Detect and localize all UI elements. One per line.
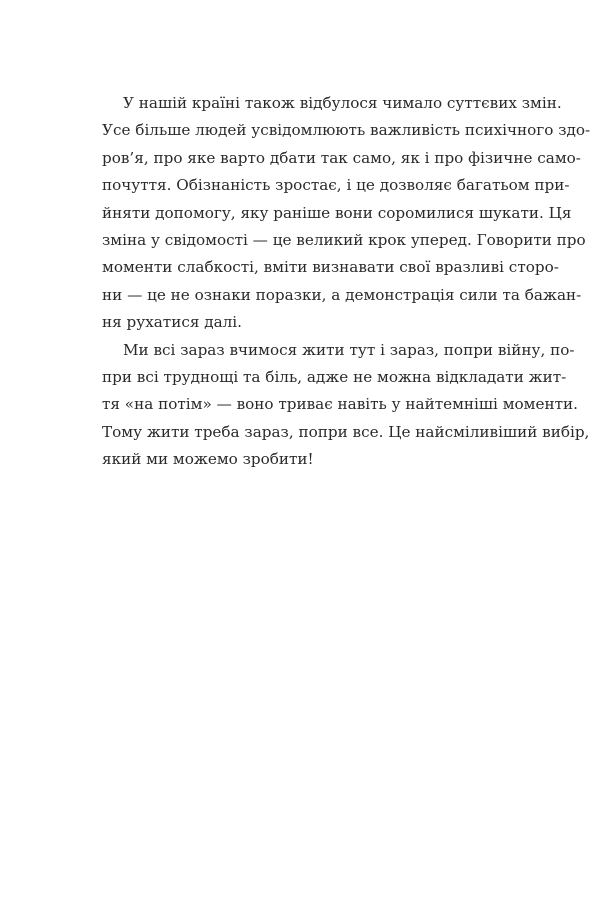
body-text: [102, 90, 591, 473]
paragraph-line: Тому жити треба зараз, попри все. Це найсміливіший вибір,: [102, 422, 590, 441]
paragraph-line: моменти слабкості, вміти визнавати свої вразливі сторо-: [102, 258, 559, 277]
paragraph-line: Ми всі зараз вчимося жити тут і зараз, попри війну, по-: [123, 340, 575, 359]
paragraph-line: У нашій країні також відбулося чимало суттєвих змін.: [123, 94, 562, 112]
paragraph-line: Усе більше людей усвідомлюють важливість психічного здо-: [102, 121, 591, 140]
paragraph-line: тя «на потім» — воно триває навіть у найтемніші моменти.: [102, 395, 578, 414]
paragraph-line: ни — це не ознаки поразки, а демонстрація сили та бажан-: [102, 285, 582, 304]
paragraph-2: [102, 337, 590, 474]
paragraph-line: ров’я, про яке варто дбати так само, як і про фізичне само-: [102, 148, 581, 167]
paragraph-1: [102, 90, 591, 337]
paragraph-line: при всі труднощі та біль, адже не можна відкладати жит-: [102, 367, 567, 386]
paragraph-line: зміна у свідомості — це великий крок уперед. Говорити про: [102, 230, 586, 249]
paragraph-line: почуття. Обізнаність зростає, і це дозволяє багатьом при-: [102, 176, 570, 195]
paragraph-line: йняти допомогу, яку раніше вони соромилися шукати. Ця: [102, 203, 572, 222]
paragraph-line: ня рухатися далі.: [102, 313, 242, 332]
paragraph-line: який ми можемо зробити!: [102, 450, 314, 469]
